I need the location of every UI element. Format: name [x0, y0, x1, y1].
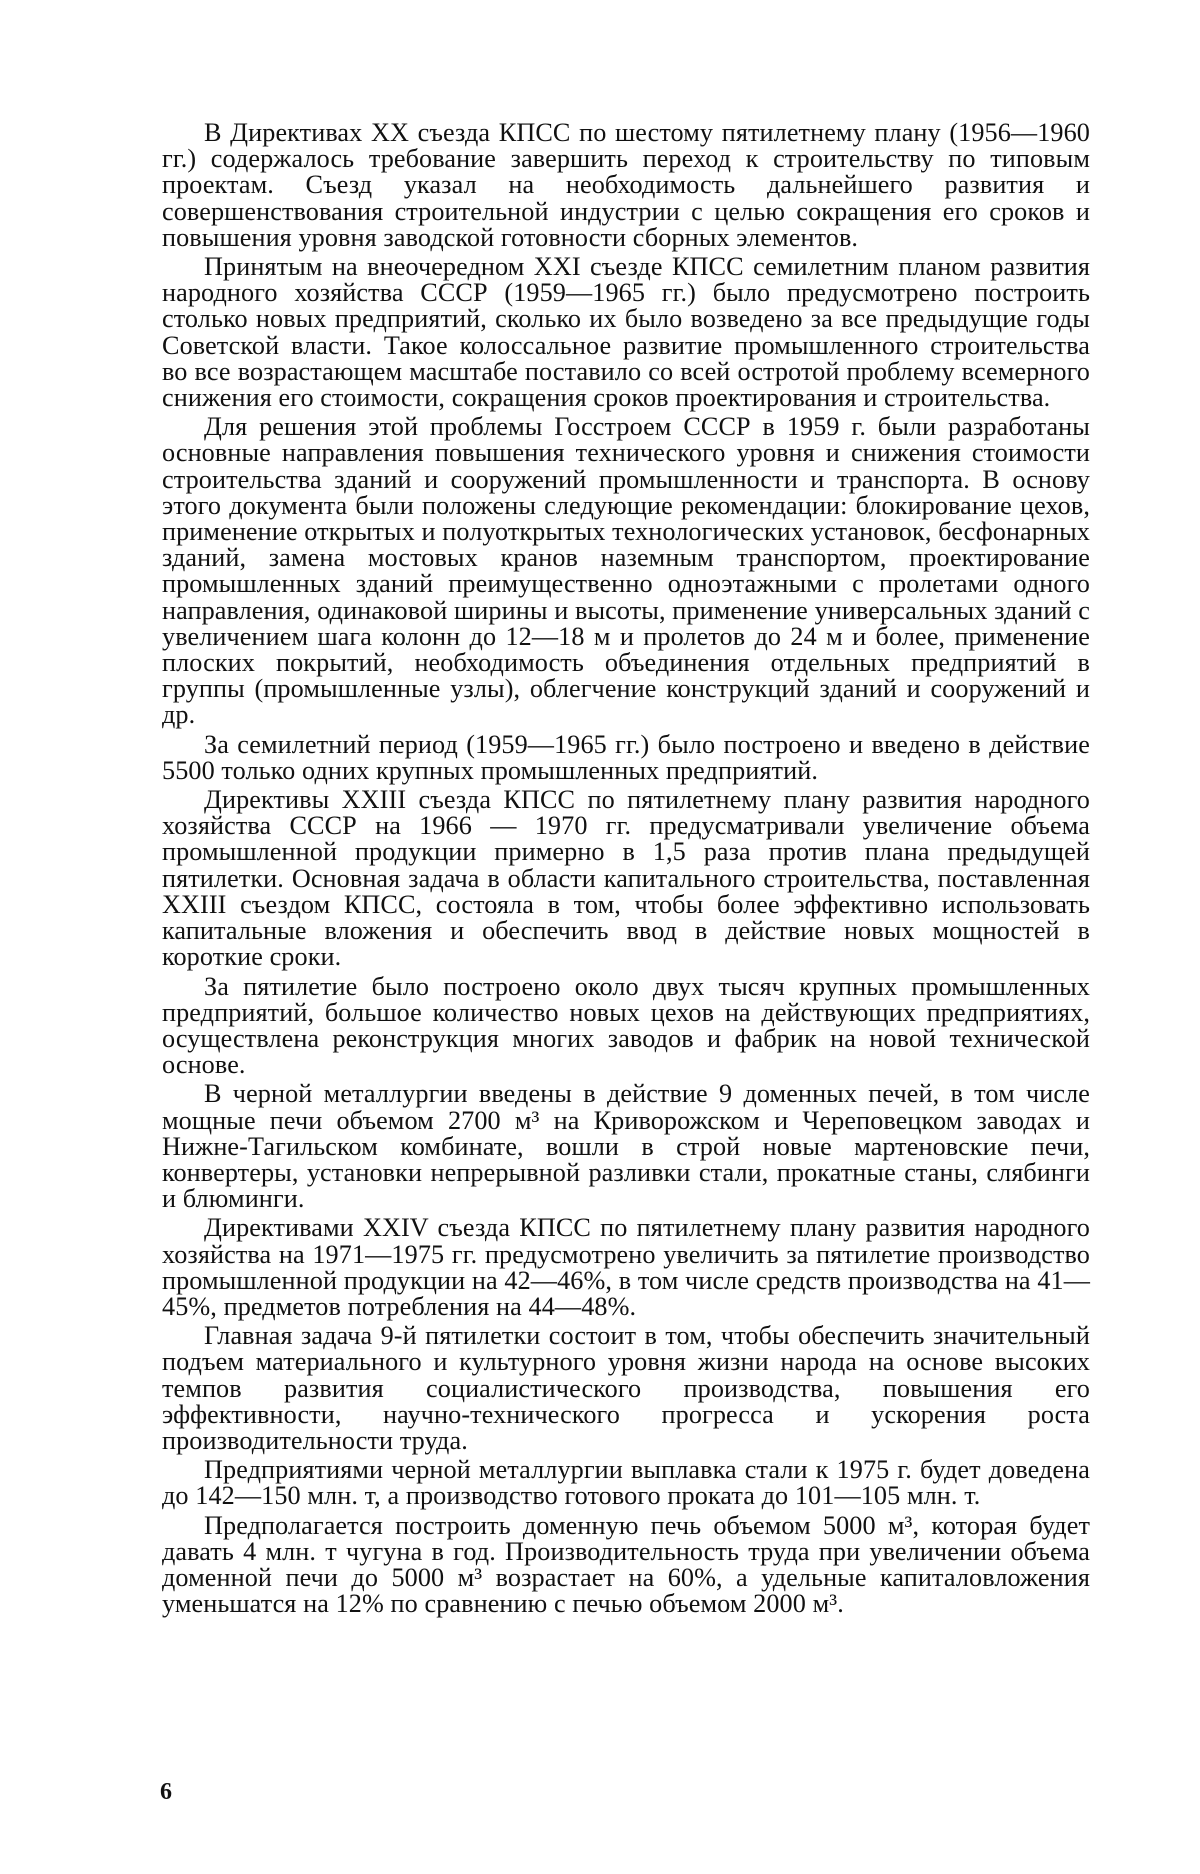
paragraph-4: За семилетний период (1959—1965 гг.) было построено и введено в действие 5500 только одних крупных промышленных предприятий. — [162, 729, 1090, 785]
paragraph-5: Директивы XXIII съезда КПСС по пятилетнему плану развития народного хозяйства СССР на 1966 — 1970 гг. предусматривали увеличение объема промышленной продукции примерно в 1,5 раза против плана предыдущей пятилетки. Основная задача в области капитального строительства, поставленная XXIII съездом КПСС, состояла в том, чтобы более эффективно использовать капитальные вложения и обеспечить ввод в действие новых мощностей в короткие сроки. — [162, 785, 1090, 972]
paragraph-10: Предприятиями черной металлургии выплавка стали к 1975 г. будет доведена до 142—150 млн. т, а производство готового проката до 101—105 млн. т. — [162, 1455, 1090, 1511]
paragraph-1: В Директивах XX съезда КПСС по шестому пятилетнему плану (1956—1960 гг.) содержалось требование завершить переход к строительству по типовым проектам. Съезд указал на необходимость дальнейшего развития и совершенствования строительной индустрии с целью сокращения его сроков и повышения уровня заводской готовности сборных элементов. — [162, 118, 1090, 252]
paragraph-7: В черной металлургии введены в действие 9 доменных печей, в том числе мощные печи объемом 2700 м³ на Криворожском и Череповецком заводах и Нижне-Тагильском комбинате, вошли в строй новые мартеновские печи, конвертеры, установки непрерывной разливки стали, прокатные станы, слябинги и блюминги. — [162, 1079, 1090, 1214]
paragraph-6: За пятилетие было построено около двух тысяч крупных промышленных предприятий, большое количество новых цехов на действующих предприятиях, осуществлена реконструкция многих заводов и фабрик на новой технической основе. — [162, 971, 1090, 1080]
paragraph-2: Принятым на внеочередном XXI съезде КПСС семилетним планом развития народного хозяйства СССР (1959—1965 гг.) было предусмотрено построить столько новых предприятий, сколько их было возведено за все предыдущие годы Советской власти. Такое колоссальное развитие промышленного строительства во все возрастающем масштабе поставило со всей остротой проблему всемерного снижения его стоимости, сокращения сроков проектирования и строительства. — [162, 252, 1090, 413]
paragraph-9: Главная задача 9-й пятилетки состоит в том, чтобы обеспечить значительный подъем материального и культурного уровня жизни народа на основе высоких темпов развития социалистического производства, повышения его эффективности, научно-технического прогресса и ускорения роста производительности труда. — [162, 1321, 1090, 1455]
paragraph-3: Для решения этой проблемы Госстроем СССР в 1959 г. были разработаны основные направления повышения технического уровня и снижения стоимости строительства зданий и сооружений промышленности и транспорта. В основу этого документа были положены следующие рекомендации: блокирование цехов, применение открытых и полуоткрытых технологических установок, бесфонарных зданий, замена мостовых кранов наземным транспортом, проектирование промышленных зданий преимущественно одноэтажными с пролетами одного направления, одинаковой ширины и высоты, применение универсальных зданий с увеличением шага колонн до 12—18 м и пролетов до 24 м и более, применение плоских покрытий, необходимость объединения отдельных предприятий в группы (промышленные узлы), облегчение конструкций зданий и сооружений и др. — [162, 412, 1090, 730]
paragraph-11: Предполагается построить доменную печь объемом 5000 м³, которая будет давать 4 млн. т чугуна в год. Производительность труда при увеличении объема доменной печи до 5000 м³ возрастает на 60%, а удельные капиталовложения уменьшатся на 12% по сравнению с печью объемом 2000 м³. — [162, 1510, 1090, 1619]
paragraph-8: Директивами XXIV съезда КПСС по пятилетнему плану развития народного хозяйства на 1971—1975 гг. предусмотрено увеличить за пятилетие производство промышленной продукции на 42—46%, в том числе средств производства на 41—45%, предметов потребления на 44—48%. — [162, 1213, 1090, 1321]
page-body — [162, 120, 1090, 1620]
page-number: 6 — [160, 1779, 172, 1805]
